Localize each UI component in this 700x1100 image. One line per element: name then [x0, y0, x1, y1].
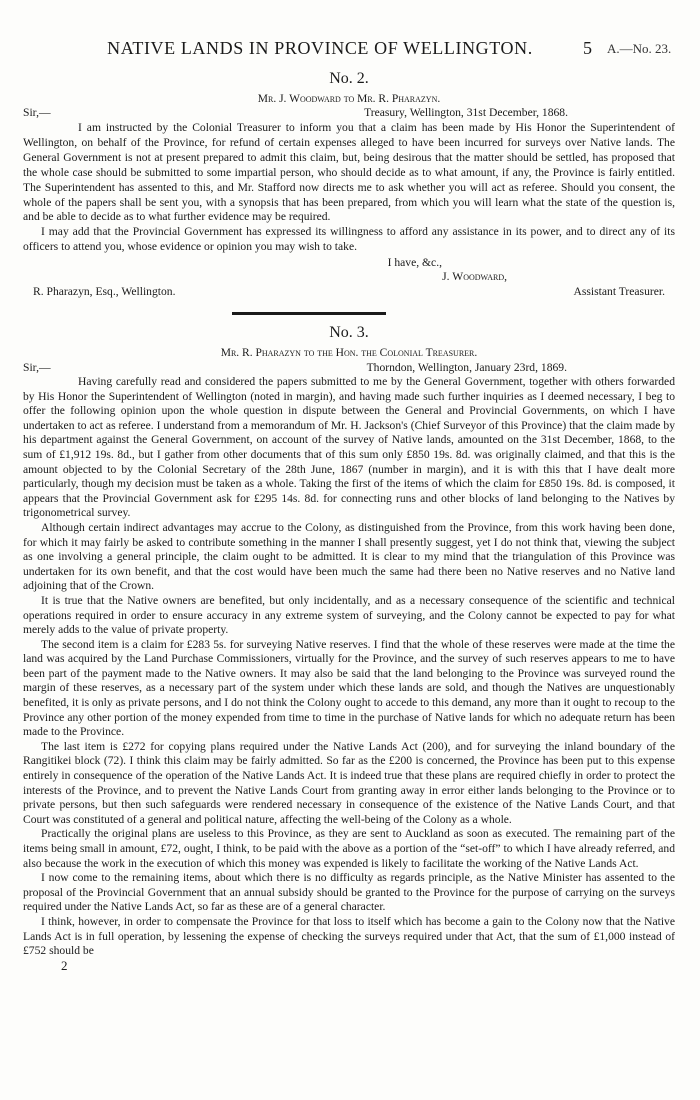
- letter2-addressee: R. Pharazyn, Esq., Wellington.: [33, 285, 176, 298]
- letter3-paragraph: It is true that the Native owners are benefited, but only incidentally, and as a necessary consequence of the scientific and technical operations required in order to ensure accuracy in any extreme system of surveying, and the Colony cannot be expected to pay for what merely adds to the value of private property.: [23, 593, 675, 637]
- letter3-paragraph: Having carefully read and considered the papers submitted to me by the General Government, together with others forwarded by His Honor the Superintendent of Wellington (noted in margin), and having made such further inquiries as I deemed necessary, I beg to offer the following opinion upon the whole question in dispute between the General and Provincial Governments, on which I have undertaken to act as referee. I understand from a memorandum of Mr. H. Jackson's (Chief Surveyor of this Province) that the claim made by his department against the General Government, on account of the survey of Native lands, amounted on the 31st December, 1868, to the sum of £1,912 19s. 8d., but I gather from other documents that of this sum only £850 19s. 8d. was originally claimed, and that this is the amount objected to by the Colonial Secretary of the 28th June, 1867 (number in margin), and it is with this that I have dealt more particularly, though my decision must be taken as a whole. Taking the first of the items of which the claim for £850 19s. 8d. is composed, it appears that the Provincial Government ask for £295 14s. 8d. for connecting runs and other blocks of land belonging to the Natives by trigonometrical survey.: [23, 375, 675, 520]
- letter2-salutation-line: [23, 106, 675, 121]
- letter2-heading: No. 2.: [329, 70, 369, 87]
- letter3-paragraph: I now come to the remaining items, about which there is no difficulty as regards principle, as the Native Minister has assented to the proposal of the Provincial Government that an annual subsidy should be granted to the Province for the purpose of carrying on the surveys required under the Native Lands Act, so far as these are of a general character.: [23, 871, 675, 914]
- letter2-signature: J. Woodward,: [442, 270, 507, 283]
- page-header: [0, 38, 700, 62]
- letter2-paragraph: I may add that the Provincial Government has expressed its willingness to afford any assistance in its power, and to direct any of its officers to attend you, whose evidence or opinion you may wish to take.: [23, 225, 675, 254]
- page-number: 5: [583, 38, 592, 58]
- paper-reference: A.—No. 23.: [607, 41, 672, 56]
- letter2-closing-line: [23, 256, 675, 271]
- running-title: NATIVE LANDS IN PROVINCE OF WELLINGTON.: [107, 38, 533, 58]
- letter3-paragraph: Although certain indirect advantages may accrue to the Colony, as distinguished from the Province, from this work having been done, for which it may fairly be asked to contribute something in the manner I shall presently suggest, yet I do not think that, viewing the subject as one involving a general principle, the claim ought to be admitted. It is clear to my mind that the triangulation of this Province was undertaken for its own benefit, and that the cost would have been much the same had there been no Native reserves and no Native land adjoining that of the Crown.: [23, 520, 675, 593]
- letter2-from-to: Mr. J. Woodward to Mr. R. Pharazyn.: [257, 93, 441, 105]
- letter2-signature-line: [23, 270, 675, 285]
- letter2-body: [23, 121, 675, 255]
- letter3-paragraph: The last item is £272 for copying plans required under the Native Lands Act (200), and for surveying the inland boundary of the Rangitikei block (72). I think this claim may be fairly admitted. So far as the £200 is concerned, the Province has been put to this expense entirely in consequence of the operation of the Native Lands Act. It is indeed true that these plans are required chiefly in order to protect the interests of the Province, and to prevent the Native Lands Court from granting away in error either lands belonging to the Province or to private persons, but then such safeguards were rendered necessary in consequence of the existence of the Native Lands Court, and that Court was constituted of a general and political nature, affecting the well-being of the Colony as a whole.: [23, 739, 675, 826]
- letter3-from-to: Mr. R. Pharazyn to the Hon. the Colonial Treasurer.: [220, 347, 478, 359]
- letter2-paragraph: I am instructed by the Colonial Treasurer to inform you that a claim has been made by His Honor the Superintendent of Wellington, on behalf of the Province, for refund of certain expenses alleged to have been incurred for surveys over Native lands. The General Government is not at present prepared to admit this claim, but, being desirous that the matter should be settled, has proposed that the whole case should be submitted to some impartial person, who should decide as to what amount, if any, the Province is fairly entitled. The Superintendent has assented to this, and Mr. Stafford now directs me to ask whether you will act as referee. Should you consent, the whole of the papers shall be sent you, with a synopsis that has been prepared, from which you will learn what the state of the question is, and be able to decide as to what further evidence may be required.: [23, 121, 675, 224]
- letter3-salutation: Sir,—: [23, 361, 51, 374]
- letter3-heading: No. 3.: [329, 324, 369, 341]
- signature-mark: 2: [61, 957, 68, 973]
- letter2-title: Assistant Treasurer.: [573, 285, 665, 298]
- section-divider: [232, 312, 386, 315]
- letter2-addressee-line: [23, 285, 675, 300]
- letter3-paragraph: The second item is a claim for £283 5s. for surveying Native reserves. I find that the whole of these reserves were made at the time the land was acquired by the Land Purchase Commissioners, virtually for the Province, and the survey of such reserves appears to me to have been part of the payment made to the Native owners. It may also be said that the land belonging to the Province was surveyed round the margin of these reserves, as a necessary part of the system under which these lands are sold, and though the Natives are unquestionably benefited, it is only as private persons, and I do not think the Colony ought to accede to this demand, any more than it ought to recoup to the Province any other portion of the money expended from time to time in the purchase of Native lands for which no adequate return has been made to the Province.: [23, 637, 675, 739]
- letter3-place-date: Thorndon, Wellington, January 23rd, 1869.: [366, 361, 567, 374]
- letter3-body: [23, 375, 675, 973]
- letter3-paragraph: I think, however, in order to compensate the Province for that loss to itself which has become a gain to the Colony now that the Native Lands Act is in full operation, by lessening the expense of checking the surveys required under that Act, that the sum of £1,000 instead of £752 should be: [23, 914, 675, 958]
- letter2-closing: I have, &c.,: [387, 256, 442, 269]
- letter2-salutation: Sir,—: [23, 106, 51, 119]
- letter3-paragraph: Practically the original plans are useless to this Province, as they are sent to Auckland as soon as executed. The remaining part of the items being small in amount, £72, ought, I think, to be paid with the above as a portion of the “set-off” to which I have already referred, and also because the work in the execution of which this money was expended is likely to facilitate the working of the Native Lands Act.: [23, 827, 675, 870]
- letter3-salutation-line: [23, 361, 675, 376]
- letter2-place-date: Treasury, Wellington, 31st December, 1868.: [364, 106, 568, 119]
